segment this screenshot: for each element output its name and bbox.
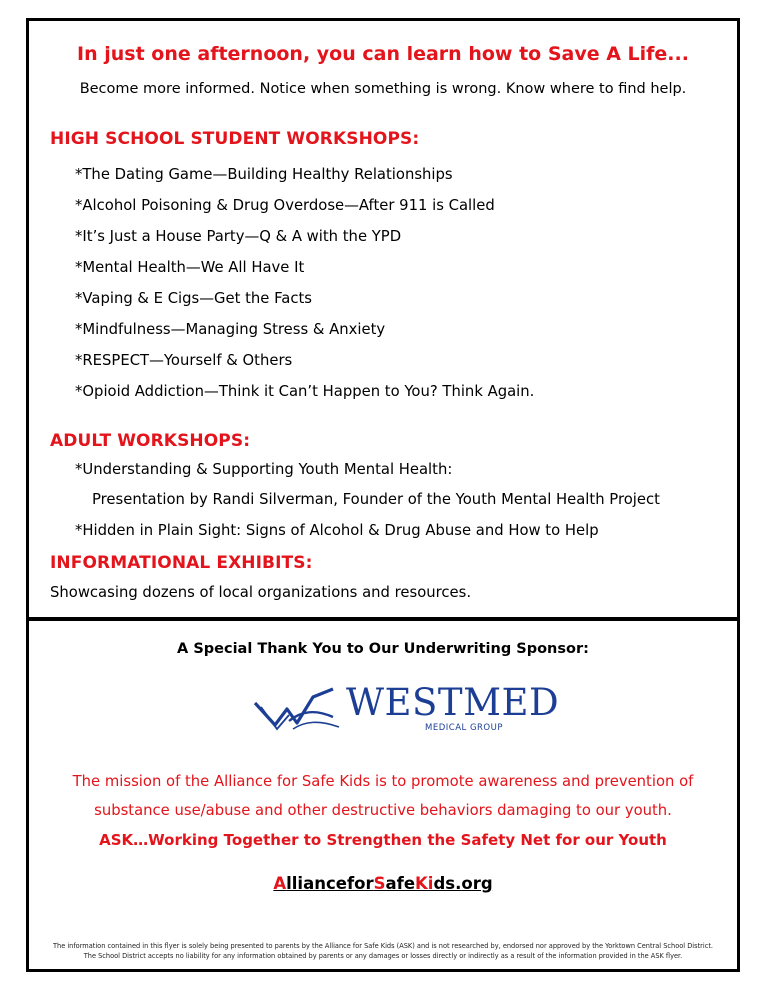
url-part: ds.org	[433, 874, 493, 893]
mission-line: The mission of the Alliance for Safe Kids is to promote awareness and prevention of	[72, 773, 694, 790]
url-part: S	[373, 874, 386, 893]
disclaimer-line: The School District accepts no liability for any information obtained by parents or any damages or losses directly or indirectly as a result of the information provided in the ASK flyer.	[83, 952, 683, 960]
workshop-item: *The Dating Game—Building Healthy Relationships	[75, 166, 453, 183]
disclaimer	[29, 941, 737, 961]
exhibits-heading: INFORMATIONAL EXHIBITS:	[50, 553, 313, 573]
url-part: lliancefor	[286, 874, 374, 893]
workshop-item: *Opioid Addiction—Think it Can’t Happen to You? Think Again.	[75, 383, 535, 400]
workshop-item: *Mindfulness—Managing Stress & Anxiety	[75, 321, 386, 338]
workshop-item: *RESPECT—Yourself & Others	[75, 352, 293, 369]
adult-workshop-item: *Hidden in Plain Sight: Signs of Alcohol & Drug Abuse and How to Help	[75, 522, 599, 539]
url-part: afe	[385, 874, 416, 893]
workshop-item: *Mental Health—We All Have It	[75, 259, 305, 276]
subheadline: Become more informed. Notice when something is wrong. Know where to find help.	[79, 81, 687, 97]
section-divider	[29, 617, 737, 621]
adult-workshop-item: *Understanding & Supporting Youth Mental Health:	[75, 461, 453, 478]
logo-wordmark: WESTMED	[346, 681, 560, 724]
flyer-border	[26, 18, 740, 972]
website-link[interactable]	[29, 874, 737, 893]
adult-heading: ADULT WORKSHOPS:	[50, 431, 251, 451]
workshop-item: *Alcohol Poisoning & Drug Overdose—After 911 is Called	[75, 197, 495, 214]
headline: In just one afternoon, you can learn how to Save A Life...	[77, 43, 689, 65]
disclaimer-line: The information contained in this flyer is solely being presented to parents by the Alliance for Safe Kids (ASK) and is not researched by, endorsed nor approved by the Yorktown Central School District.	[52, 942, 713, 950]
url-part: A	[273, 874, 287, 893]
mission-line: substance use/abuse and other destructive behaviors damaging to our youth.	[94, 802, 672, 819]
workshop-item: *Vaping & E Cigs—Get the Facts	[75, 290, 312, 307]
high-school-heading: HIGH SCHOOL STUDENT WORKSHOPS:	[50, 129, 420, 149]
adult-workshop-detail: Presentation by Randi Silverman, Founder of the Youth Mental Health Project	[92, 491, 660, 508]
westmed-logo	[253, 681, 560, 737]
exhibits-text: Showcasing dozens of local organizations and resources.	[50, 584, 472, 601]
workshop-item: *It’s Just a House Party—Q & A with the YPD	[75, 228, 402, 245]
ask-tagline: ASK…Working Together to Strengthen the Safety Net for our Youth	[99, 831, 667, 849]
logo-tagline: MEDICAL GROUP	[425, 723, 503, 733]
sponsor-title: A Special Thank You to Our Underwriting Sponsor:	[177, 641, 589, 657]
westmed-wave-icon	[253, 683, 353, 737]
url-part: Ki	[415, 874, 434, 893]
